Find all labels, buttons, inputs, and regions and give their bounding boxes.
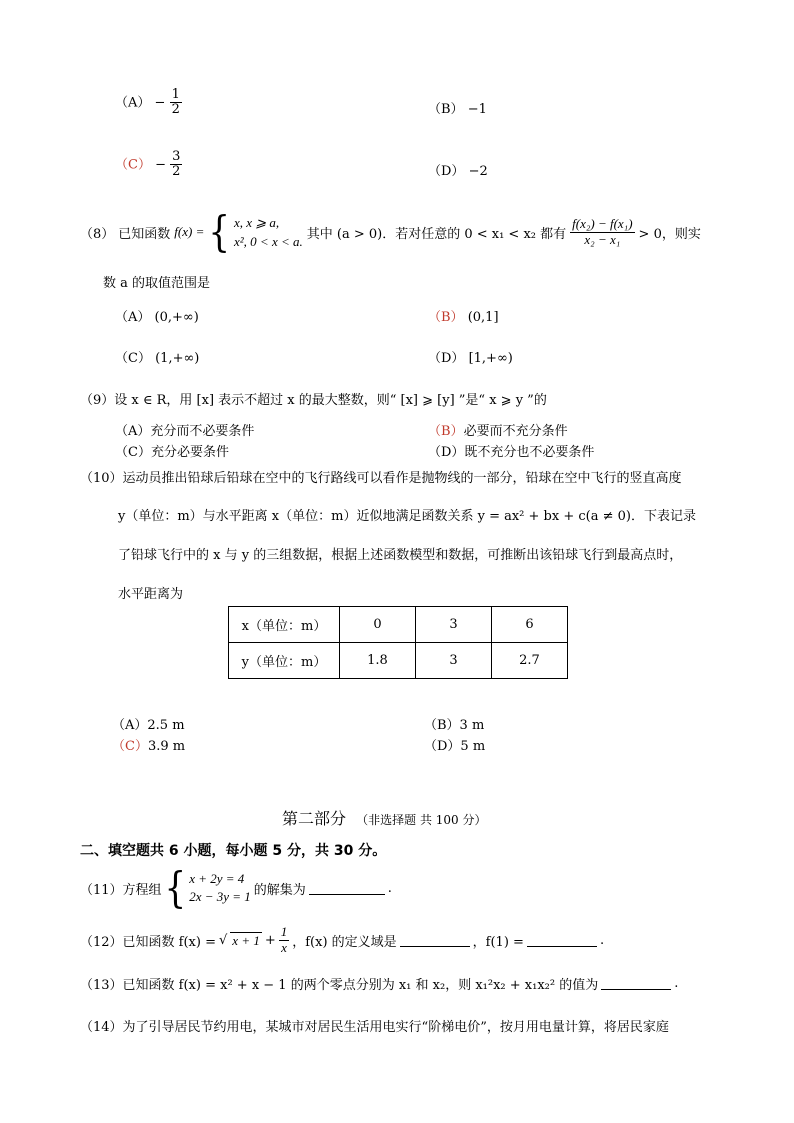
- q13: （13）已知函数 f(x) = x² + x − 1 的两个零点分别为 x₁ 和 x₂，则 x₁²x₂ + x₁x₂² 的值为 .: [80, 976, 679, 993]
- table-cell: 3: [416, 643, 492, 679]
- part-two-heading: 第二部分 （非选择题 共 100 分）: [282, 809, 487, 828]
- table-row: [229, 607, 568, 643]
- answer-blank[interactable]: [400, 934, 470, 947]
- sqrt-icon: √: [219, 932, 228, 948]
- q7-option-d: （D） −2: [428, 164, 488, 179]
- table-cell: 2.7: [492, 643, 568, 679]
- q12: （12）已知函数 f(x) = √ x + 1 + $\frac{1}{x}$ ，f(x) 的定义域是 ，f(1) = .: [80, 924, 605, 955]
- q10-option-b: （B）3 m: [424, 718, 485, 733]
- table-cell: 1.8: [340, 643, 416, 679]
- q7-option-a: （A） − $\frac{1}{2}$: [115, 87, 180, 118]
- q8-option-b: （B） (0,1]: [428, 310, 499, 325]
- section-heading: 二、填空题共 6 小题，每小题 5 分，共 30 分。: [80, 843, 387, 859]
- q10-option-a: （A）2.5 m: [112, 718, 185, 733]
- q8-stem: （8） 已知函数 f(x) = { x, x ⩾ a, x², 0 < x < a. 其中 (a > 0)．若对任意的 0 < x₁ < x₂ 都有 $\frac{\text{f(x₂) − f(x₁)}}{\text{x₂ − x₁}}$ > 0，则实: [80, 207, 701, 257]
- q7-option-c: （C） − $\frac{3}{2}$: [115, 149, 181, 180]
- answer-blank[interactable]: [527, 934, 597, 947]
- q10-line2: y（单位：m）与水平距离 x（单位：m）近似地满足函数关系 y = ax² + bx + c(a ≠ 0)．下表记录: [118, 509, 696, 524]
- q7-option-b: （B） −1: [428, 102, 487, 117]
- q10-option-d: （D）5 m: [424, 739, 486, 754]
- q9-option-a: （A）充分而不必要条件: [115, 424, 255, 439]
- q14-stem: （14）为了引导居民节约用电，某城市对居民生活用电实行“阶梯电价”，按月用电量计算，将居民家庭: [80, 1020, 669, 1035]
- q9-option-d: （D）既不充分也不必要条件: [428, 445, 595, 460]
- brace-icon: {: [164, 863, 187, 913]
- q9-option-b: （B）必要而不充分条件: [428, 424, 568, 439]
- brace-icon: {: [208, 207, 230, 257]
- q11: （11）方程组 { x + 2y = 4 2x − 3y = 1 的解集为 .: [80, 863, 392, 913]
- table-cell: 0: [340, 607, 416, 643]
- table-cell: x（单位：m）: [229, 607, 340, 643]
- q8-stem-line2: 数 a 的取值范围是: [103, 276, 211, 291]
- q10-line1: （10）运动员推出铅球后铅球在空中的飞行路线可以看作是抛物线的一部分，铅球在空中飞行的竖直高度: [80, 471, 682, 486]
- q10-line3: 了铅球飞行中的 x 与 y 的三组数据，根据上述函数模型和数据，可推断出该铅球飞行到最高点时，: [118, 548, 683, 563]
- q9-stem: （9）设 x ∈ R，用 [x] 表示不超过 x 的最大整数，则“ [x] ⩾ [y] ”是“ x ⩾ y ”的: [80, 393, 547, 408]
- table-cell: y（单位：m）: [229, 643, 340, 679]
- table-row: [229, 643, 568, 679]
- q10-line4: 水平距离为: [118, 587, 184, 602]
- q10-option-c: （C）3.9 m: [112, 739, 186, 754]
- table-cell: 3: [416, 607, 492, 643]
- q8-option-d: （D） [1,+∞): [428, 351, 513, 366]
- answer-blank[interactable]: [601, 977, 671, 990]
- q10-data-table: [228, 606, 568, 679]
- answer-blank[interactable]: [309, 882, 385, 895]
- q8-option-a: （A） (0,+∞): [115, 310, 199, 325]
- q9-option-c: （C）充分必要条件: [115, 445, 229, 460]
- table-cell: 6: [492, 607, 568, 643]
- q8-option-c: （C） (1,+∞): [115, 351, 200, 366]
